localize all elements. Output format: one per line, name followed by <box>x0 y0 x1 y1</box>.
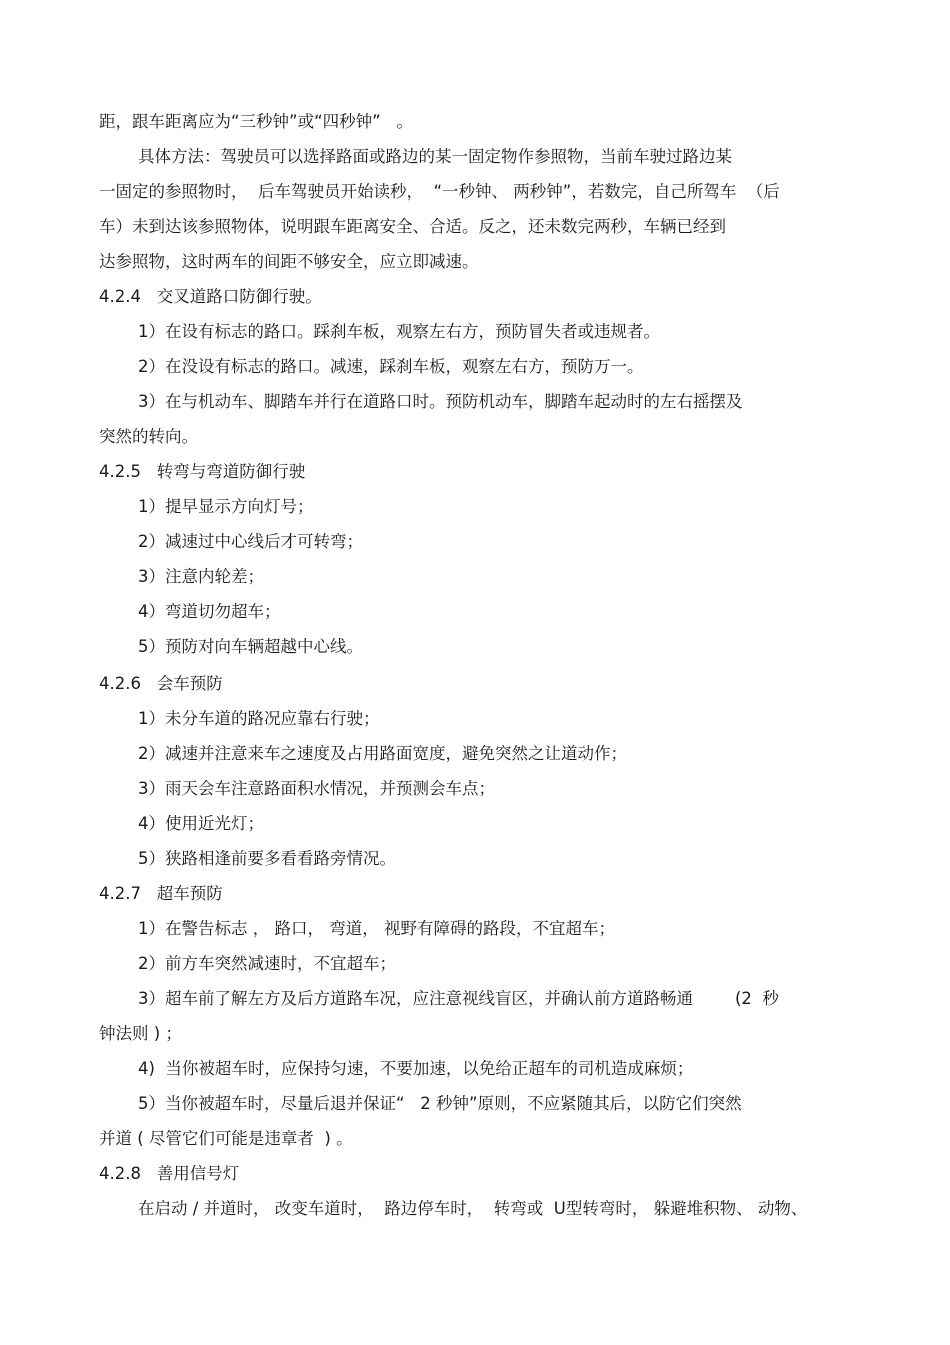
list-item: 5）预防对向车辆超越中心线。 <box>138 637 363 656</box>
section-heading: 4.2.6 会车预防 <box>99 674 223 693</box>
list-item: 4) 当你被超车时，应保持匀速，不要加速，以免给正超车的司机造成麻烦； <box>138 1059 694 1078</box>
text-line: 并道 ( 尽管它们可能是违章者 ) 。 <box>99 1129 353 1148</box>
text-line: 距，跟车距离应为“三秒钟”或“四秒钟” 。 <box>99 112 413 131</box>
list-item: 1）未分车道的路况应靠右行驶； <box>138 709 380 728</box>
list-item: 5）当你被超车时，尽量后退并保证“ 2 秒钟”原则，不应紧随其后，以防它们突然 <box>138 1094 742 1113</box>
list-item: 2）在没设有标志的路口。减速，踩刹车板，观察左右方，预防万一。 <box>138 357 644 376</box>
section-heading: 4.2.5 转弯与弯道防御行驶 <box>99 462 306 481</box>
list-item: 3）注意内轮差； <box>138 567 264 586</box>
list-item: 3）在与机动车、脚踏车并行在道路口时。预防机动车，脚踏车起动时的左右摇摆及 <box>138 392 743 411</box>
text-line: 达参照物，这时两车的间距不够安全，应立即减速。 <box>99 252 479 271</box>
list-item: 1）在警告标志 ， 路口， 弯道， 视野有障碍的路段，不宜超车； <box>138 919 615 938</box>
list-item: 4）弯道切勿超车； <box>138 602 281 621</box>
list-item: 1）提早显示方向灯号； <box>138 497 314 516</box>
section-heading: 4.2.7 超车预防 <box>99 884 223 903</box>
section-heading: 4.2.4 交叉道路口防御行驶。 <box>99 287 322 306</box>
list-item: 5）狭路相逢前要多看看路旁情况。 <box>138 849 396 868</box>
text-line: 在启动 / 并道时， 改变车道时， 路边停车时， 转弯或 U型转弯时， 躲避堆积物、 动物、 <box>138 1199 808 1218</box>
text-line: 具体方法：驾驶员可以选择路面或路边的某一固定物作参照物，当前车驶过路边某 <box>138 147 732 166</box>
text-line: 一固定的参照物时， 后车驾驶员开始读秒， “一秒钟、 两秒钟”，若数完，自己所驾车 （后 <box>99 182 780 201</box>
text-line: 车）未到达该参照物体，说明跟车距离安全、合适。反之，还未数完两秒，车辆已经到 <box>99 217 726 236</box>
section-heading: 4.2.8 善用信号灯 <box>99 1164 240 1183</box>
list-item: 4）使用近光灯； <box>138 814 264 833</box>
list-item: 3）超车前了解左方及后方道路车况，应注意视线盲区，并确认前方道路畅通 (2 秒 <box>138 989 779 1008</box>
list-item: 2）前方车突然减速时，不宜超车； <box>138 954 396 973</box>
list-item: 3）雨天会车注意路面积水情况，并预测会车点； <box>138 779 495 798</box>
list-item: 2）减速过中心线后才可转弯； <box>138 532 363 551</box>
list-item: 2）减速并注意来车之速度及占用路面宽度，避免突然之让道动作； <box>138 744 627 763</box>
text-line: 钟法则 ) ； <box>99 1024 182 1043</box>
list-item: 1）在设有标志的路口。踩刹车板，观察左右方，预防冒失者或违规者。 <box>138 322 660 341</box>
text-line: 突然的转向。 <box>99 427 198 446</box>
